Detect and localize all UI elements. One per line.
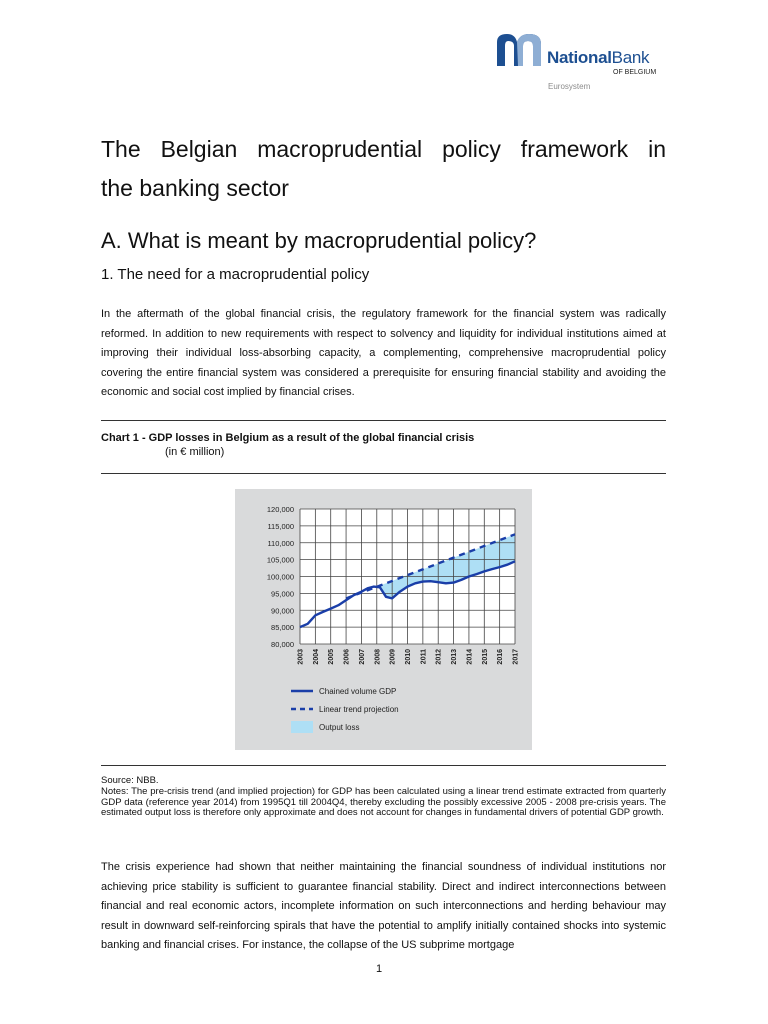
chart-caption-title: Chart 1 - GDP losses in Belgium as a result of the global financial crisis (101, 432, 475, 444)
x-tick-label: 2010 (405, 649, 412, 665)
x-tick-label: 2012 (435, 649, 443, 665)
document-title (101, 130, 666, 208)
page-number: 1 (376, 963, 383, 975)
y-tick-label: 90,000 (271, 606, 294, 616)
x-tick-label: 2017 (512, 649, 520, 665)
y-tick-label: 105,000 (266, 555, 294, 565)
section-heading-a: A. What is meant by macroprudential policy? (101, 228, 537, 253)
legend-label-output-loss: Output loss (319, 723, 360, 732)
nbb-logo-eurosystem: Eurosystem (548, 82, 591, 91)
x-tick-label: 2009 (389, 649, 397, 665)
x-tick-label: 2007 (358, 649, 366, 665)
x-tick-label: 2014 (466, 649, 474, 665)
x-tick-label: 2004 (312, 649, 320, 665)
y-tick-label: 120,000 (266, 505, 294, 514)
legend-label-chained-gdp: Chained volume GDP (319, 687, 397, 696)
y-tick-label: 110,000 (267, 538, 294, 548)
chart-header-rule (101, 473, 666, 474)
x-tick-label: 2011 (420, 649, 428, 665)
y-tick-label: 115,000 (267, 521, 294, 531)
nbb-logo (491, 30, 681, 100)
document-title-line-2: the banking sector (101, 175, 289, 201)
y-tick-label: 85,000 (271, 623, 294, 633)
body-paragraph-2: The crisis experience had shown that neither maintaining the financial soundness of individual institutions nor achieving price stability is sufficient to guarantee financial stability. Direct and indirect interconnections between financial and real economic actors, incomplete information on such interconnections and herding behaviour may result in downward self-reinforcing spirals that have the potential to amplify initially contained shocks into systemic banking and financial crises. For instance, the collapse of the US subprime mortgage (101, 861, 666, 951)
legend-swatch-output-loss (291, 721, 313, 733)
x-tick-label: 2006 (343, 649, 351, 665)
y-tick-label: 100,000 (266, 572, 294, 582)
gdp-loss-chart-svg (235, 489, 532, 750)
y-tick-label: 95,000 (271, 589, 294, 599)
y-tick-label: 80,000 (271, 640, 294, 649)
body-paragraph-1: In the aftermath of the global financial crisis, the regulatory framework for the financial system was radically reformed. In addition to new requirements with respect to solvency and liquidity for individual institutions aimed at improving their individual loss-absorbing capacity, a complementing, comprehensive macroprudential policy covering the entire financial system was considered a prerequisite for ensuring financial stability and avoiding the economic and social cost implied by financial crises. (101, 308, 666, 398)
nbb-logo-icon (495, 32, 545, 68)
chart-top-rule (101, 420, 666, 421)
legend-label-trend-projection: Linear trend projection (319, 705, 399, 714)
nbb-logo-wordmark: NationalBank (547, 48, 650, 67)
gdp-loss-chart (235, 489, 532, 750)
x-tick-label: 2008 (374, 649, 382, 665)
x-tick-label: 2013 (451, 649, 459, 665)
subsection-heading-1: 1. The need for a macroprudential policy (101, 266, 370, 283)
document-title-line-1: The Belgian macroprudential policy framework in (101, 136, 666, 162)
nbb-logo-subtitle: OF BELGIUM (613, 69, 657, 76)
x-tick-label: 2015 (481, 649, 489, 665)
x-tick-label: 2003 (297, 649, 305, 665)
chart-bottom-rule (101, 765, 666, 766)
x-tick-label: 2005 (328, 649, 336, 665)
x-tick-label: 2016 (497, 649, 505, 665)
chart-source: Source: NBB. (101, 775, 159, 786)
chart-caption-unit: (in € million) (165, 446, 225, 458)
chart-notes: Notes: The pre-crisis trend (and implied projection) for GDP has been calculated using a linear trend estimate extracted from quarterly GDP data (reference year 2014) from 1995Q1 till 2004Q4, thereby excluding the possibly excessive 2005 - 2008 pre-crisis years. The estimated output loss is therefore only approximate and does not account for changes in fundamental drivers of potential GDP growth. (101, 786, 666, 818)
